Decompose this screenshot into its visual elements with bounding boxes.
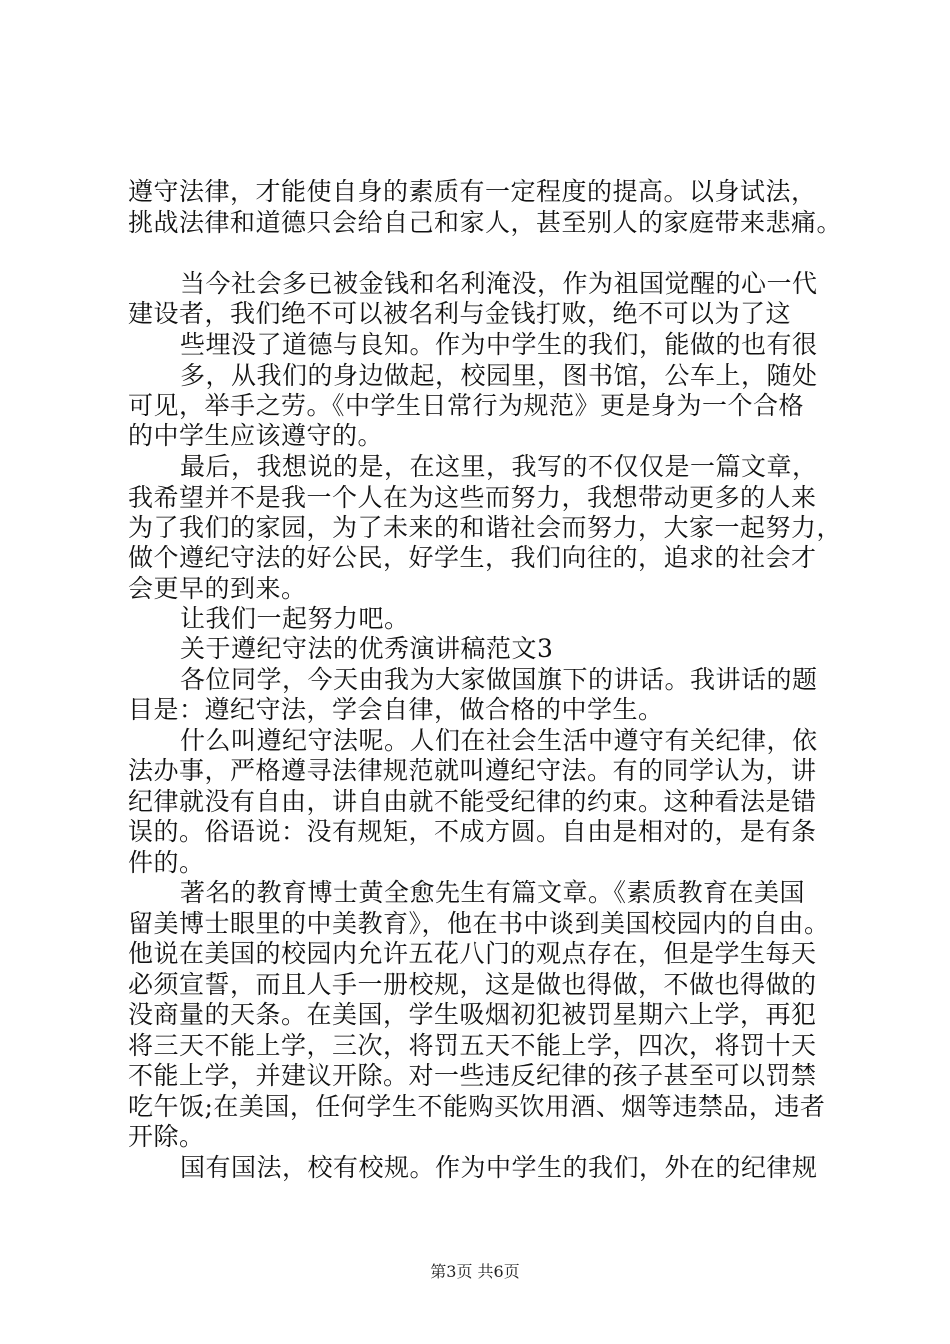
text-line: 建设者，我们绝不可以被名利与金钱打败，绝不可以为了这	[128, 299, 792, 328]
text-line: 开除。	[128, 1122, 205, 1151]
text-line: 必须宣誓，而且人手一册校规，这是做也得做，不做也得做的	[128, 970, 817, 999]
text-line: 将三天不能上学，三次，将罚五天不能上学，四次，将罚十天	[128, 1031, 817, 1060]
text-line: 最后，我想说的是，在这里，我写的不仅仅是一篇文章，	[180, 452, 818, 481]
text-line: 吃午饭;在美国，任何学生不能购买饮用酒、烟等违禁品，违者	[128, 1092, 826, 1121]
text-line: 留美博士眼里的中美教育》，他在书中谈到美国校园内的自由。	[128, 909, 830, 938]
text-line: 什么叫遵纪守法呢。人们在社会生活中遵守有关纪律，依	[180, 726, 818, 755]
text-line: 他说在美国的校园内允许五花八门的观点存在，但是学生每天	[128, 939, 817, 968]
section-heading: 关于遵纪守法的优秀演讲稿范文3	[180, 634, 554, 663]
text-line: 纪律就没有自由，讲自由就不能受纪律的约束。这种看法是错	[128, 787, 817, 816]
text-line: 些埋没了道德与良知。作为中学生的我们，能做的也有很	[180, 330, 818, 359]
text-line: 不能上学，并建议开除。对一些违反纪律的孩子甚至可以罚禁	[128, 1061, 817, 1090]
text-line: 做个遵纪守法的好公民，好学生，我们向往的，追求的社会才	[128, 543, 817, 572]
text-line: 没商量的天条。在美国，学生吸烟初犯被罚星期六上学，再犯	[128, 1000, 817, 1029]
text-line: 国有国法，校有校规。作为中学生的我们，外在的纪律规	[180, 1153, 818, 1182]
text-line: 挑战法律和道德只会给自己和家人，甚至别人的家庭带来悲痛。	[128, 208, 843, 237]
text-line: 当今社会多已被金钱和名利淹没，作为祖国觉醒的心一代	[180, 269, 818, 298]
text-line: 著名的教育博士黄全愈先生有篇文章。《素质教育在美国	[180, 878, 806, 907]
text-line: 目是：遵纪守法，学会自律，做合格的中学生。	[128, 695, 664, 724]
text-line: 各位同学，今天由我为大家做国旗下的讲话。我讲话的题	[180, 665, 818, 694]
text-line: 的中学生应该遵守的。	[128, 421, 384, 450]
text-line: 让我们一起努力吧。	[180, 604, 410, 633]
page-number-footer: 第3页 共6页	[430, 1262, 520, 1281]
text-line: 遵守法律，才能使自身的素质有一定程度的提高。以身试法，	[128, 177, 817, 206]
text-line: 多，从我们的身边做起，校园里，图书馆，公车上，随处	[180, 361, 818, 390]
text-line: 误的。俗语说：没有规矩，不成方圆。自由是相对的，是有条	[128, 817, 817, 846]
text-line: 为了我们的家园，为了未来的和谐社会而努力，大家一起努力，	[128, 513, 843, 542]
text-line: 我希望并不是我一个人在为这些而努力，我想带动更多的人来	[128, 483, 817, 512]
text-line: 可见，举手之劳。《中学生日常行为规范》更是身为一个合格	[128, 391, 805, 420]
text-line: 法办事，严格遵寻法律规范就叫遵纪守法。有的同学认为，讲	[128, 756, 817, 785]
text-line: 会更早的到来。	[128, 574, 307, 603]
text-line: 件的。	[128, 848, 205, 877]
